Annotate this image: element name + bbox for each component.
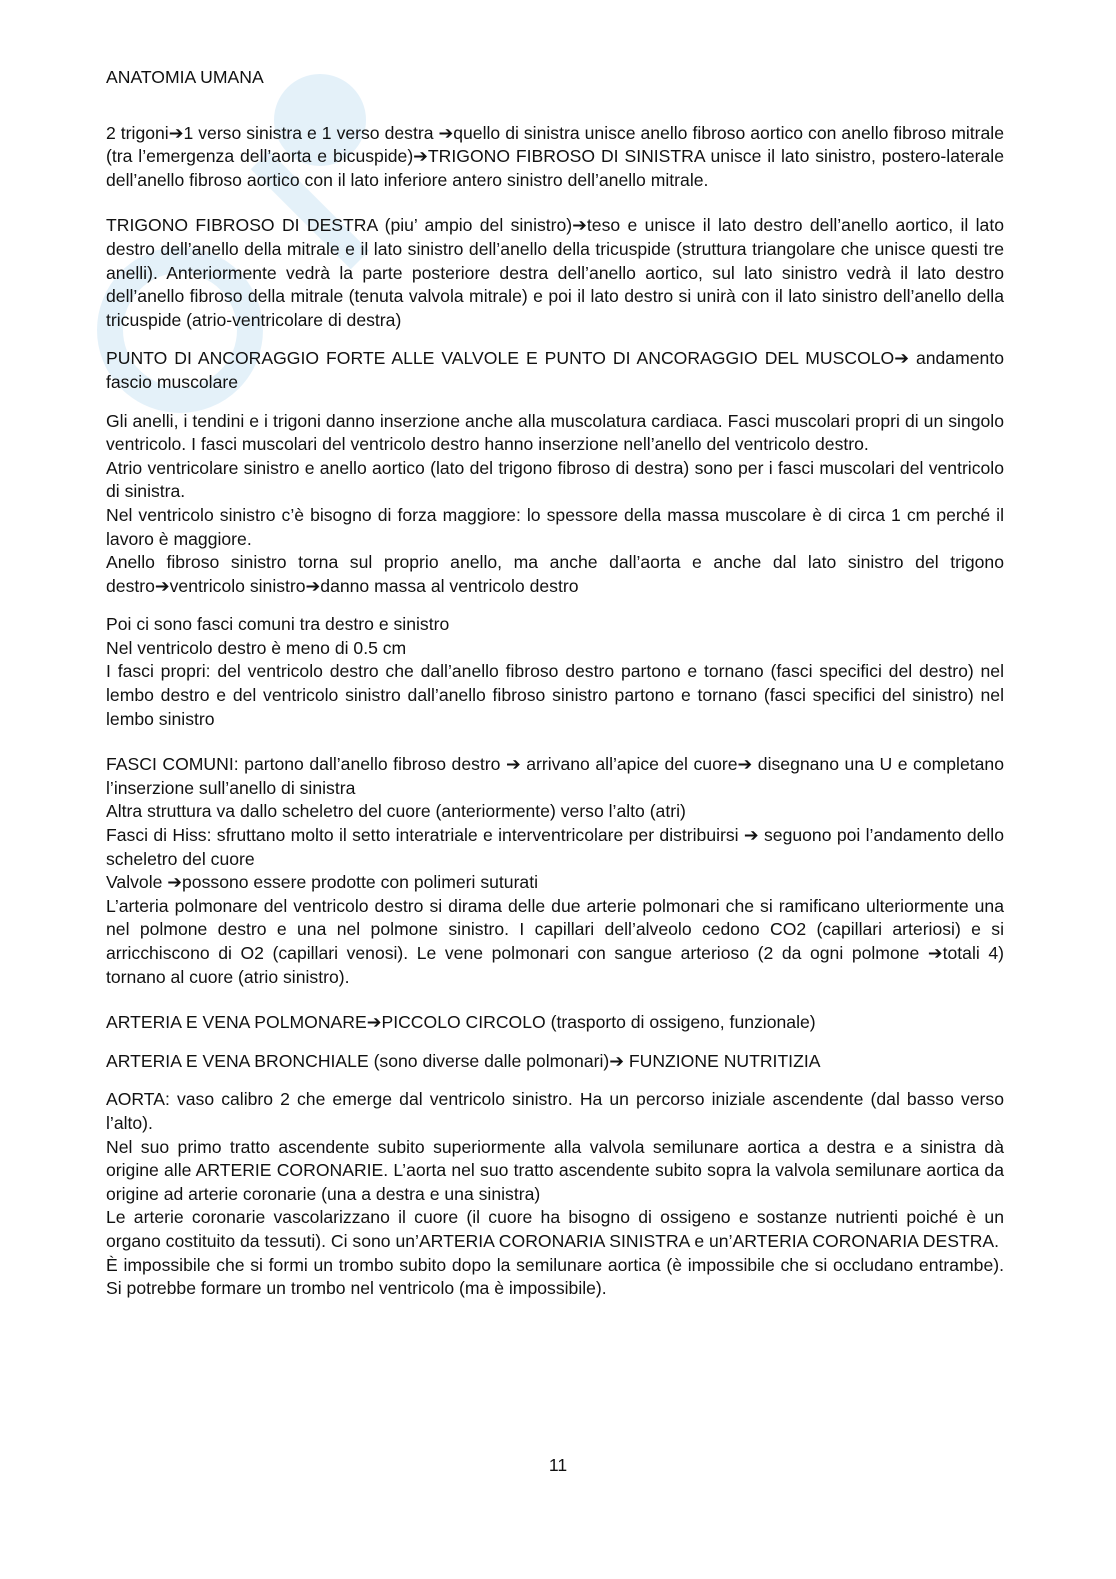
paragraph-fasci-comuni: FASCI COMUNI: partono dall’anello fibroso destro ➔ arrivano all’apice del cuore➔ disegnano una U e completano l’inserzione sull’anello di sinistra — [106, 754, 1004, 798]
page-number: 11 — [548, 1455, 568, 1475]
paragraph-anello-sinistro: Anello fibroso sinistro torna sul proprio anello, ma anche dall’aorta e anche dal lato sinistro del trigono destro➔ventricolo sinistro➔danno massa al ventricolo destro — [106, 552, 1004, 596]
page-header: ANATOMIA UMANA — [106, 67, 264, 87]
paragraph-trigoni: 2 trigoni➔1 verso sinistra e 1 verso destra ➔quello di sinistra unisce anello fibroso aortico con anello fibroso mitrale (tra l’emergenza dell’aorta e bicuspide)➔TRIGONO FIBROSO DI SINISTRA unisce il lato sinistro, postero-laterale dell’anello fibroso aortico con il lato inferiore antero sinistro dell’anello mitrale. — [106, 122, 1004, 190]
paragraph-fasci-hiss: Fasci di Hiss: sfruttano molto il setto interatriale e interventricolare per distribuirsi ➔ seguono poi l’andamento dello scheletro del cuore — [106, 825, 1004, 869]
paragraph-ventricolo-destro: Nel ventricolo destro è meno di 0.5 cm — [106, 637, 407, 658]
paragraph-atrio-ventricolare: Atrio ventricolare sinistro e anello aortico (lato del trigono fibroso di destra) sono per i fasci muscolari del ventricolo di sinistra. — [106, 457, 1004, 502]
paragraph-piccolo-circolo: ARTERIA E VENA POLMONARE➔PICCOLO CIRCOLO (trasporto di ossigeno, funzionale) — [106, 1012, 816, 1033]
paragraph-arteria-bronchiale: ARTERIA E VENA BRONCHIALE (sono diverse dalle polmonari)➔ FUNZIONE NUTRITIZIA — [106, 1050, 821, 1071]
paragraph-trigono-destra: TRIGONO FIBROSO DI DESTRA (piu’ ampio del sinistro)➔teso e unisce il lato destro dell’anello aortico, il lato destro dell’anello della mitrale e il lato sinistro dell’anello della tricuspide (struttura triangolare che unisce questi tre anelli). Anteriormente vedrà la parte posteriore destra dell’anello aortico, sul lato sinistro vedrà il lato destro dell’anello fibroso della mitrale (tenuta valvola mitrale) e poi il lato destro si unirà con il lato sinistro dell’anello della tricuspide (atrio-ventricolare di destra) — [106, 215, 1004, 330]
document-page — [106, 66, 1004, 1301]
paragraph-arteria-polmonare: L’arteria polmonare del ventricolo destro si dirama delle due arterie polmonari che si ramificano ulteriormente una nel polmone destro e una nel polmone sinistro. I capillari dell’alveolo cedono CO2 (capillari arteriosi) e si arricchiscono di O2 (capillari venosi). Le vene polmonari con sangue arterioso (2 da ogni polmone ➔totali 4) tornano al cuore (atrio sinistro). — [106, 895, 1004, 987]
paragraph-trombo: È impossibile che si formi un trombo subito dopo la semilunare aortica (è impossibile che si occludano entrambe). Si potrebbe formare un trombo nel ventricolo (ma è impossibile). — [106, 1254, 1004, 1299]
paragraph-arterie-coronarie: Le arterie coronarie vascolarizzano il cuore (il cuore ha bisogno di ossigeno e sostanze nutrienti poiché è un organo costituito da tessuti). Ci sono un’ARTERIA CORONARIA SINISTRA e un’ARTERIA CORONARIA DESTRA. — [106, 1207, 1004, 1251]
paragraph-ventricolo-sinistro: Nel ventricolo sinistro c’è bisogno di forza maggiore: lo spessore della massa muscolare è di circa 1 cm perché il lavoro è maggiore. — [106, 504, 1004, 549]
paragraph-valvole: Valvole ➔possono essere prodotte con polimeri suturati — [106, 872, 539, 893]
paragraph-fasci-comuni-intro: Poi ci sono fasci comuni tra destro e sinistro — [106, 614, 450, 635]
paragraph-punto-ancoraggio: PUNTO DI ANCORAGGIO FORTE ALLE VALVOLE E PUNTO DI ANCORAGGIO DEL MUSCOLO➔ andamento fascio muscolare — [106, 348, 1004, 392]
paragraph-aorta: AORTA: vaso calibro 2 che emerge dal ventricolo sinistro. Ha un percorso iniziale ascendente (dal basso verso l’alto). — [106, 1089, 1004, 1133]
paragraph-tratto-ascendente: Nel suo primo tratto ascendente subito superiormente alla valvola semilunare aortica a destra e a sinistra dà origine alle ARTERIE CORONARIE. L’aorta nel suo tratto ascendente subito sopra la valvola semilunare aortica da origine ad arterie coronarie (una a destra e una sinistra) — [106, 1136, 1004, 1204]
paragraph-anelli: Gli anelli, i tendini e i trigoni danno inserzione anche alla muscolatura cardiaca. Fasci muscolari propri di un singolo ventricolo. I fasci muscolari del ventricolo destro hanno inserzione nell’anello del ventricolo destro. — [106, 410, 1004, 455]
paragraph-fasci-propri: I fasci propri: del ventricolo destro che dall’anello fibroso destro partono e tornano (fasci specifici del destro) nel lembo destro e del ventricolo sinistro dall’anello fibroso sinistro partono e tornano (fasci specifici del sinistro) nel lembo sinistro — [106, 661, 1004, 729]
paragraph-altra-struttura: Altra struttura va dallo scheletro del cuore (anteriormente) verso l’alto (atri) — [106, 801, 686, 822]
